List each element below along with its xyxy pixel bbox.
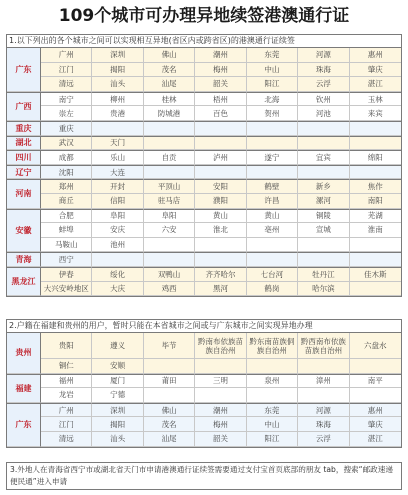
city-cell: 新乡 (298, 179, 349, 194)
city-cell: 江门 (41, 63, 92, 78)
city-cell: 三明 (195, 374, 246, 389)
city-cell: 大连 (92, 165, 143, 180)
city-cell: 信阳 (92, 194, 143, 209)
city-cell: 重庆 (41, 121, 92, 136)
city-cell: 河池 (298, 106, 349, 121)
city-cell: 柳州 (92, 92, 143, 107)
city-cell: 江门 (41, 417, 92, 432)
city-cell: 玉林 (350, 92, 401, 107)
city-cell: 桂林 (144, 92, 195, 107)
city-cell: 深圳 (92, 403, 143, 418)
province-label: 湖北 (7, 136, 41, 151)
city-cell: 宣城 (298, 223, 349, 238)
city-cell: 韶关 (195, 432, 246, 447)
city-cell: 郑州 (41, 179, 92, 194)
city-cell: 遂宁 (247, 150, 298, 165)
city-cell: 珠海 (298, 417, 349, 432)
empty-cell (298, 165, 349, 180)
city-cell: 宜宾 (298, 150, 349, 165)
city-cell: 驻马店 (144, 194, 195, 209)
city-cell: 河源 (298, 403, 349, 418)
empty-cell (350, 252, 401, 267)
city-cell: 潮州 (195, 403, 246, 418)
city-cell: 来宾 (350, 106, 401, 121)
city-cell: 安庆 (92, 223, 143, 238)
city-cell: 河源 (298, 48, 349, 63)
empty-cell (144, 252, 195, 267)
city-cell: 清远 (41, 432, 92, 447)
section-2-note: 2.户籍在福建和贵州的用户，暂时只能在本省城市之间或与广东城市之间实现异地办理 (7, 320, 401, 333)
city-cell: 北海 (247, 92, 298, 107)
empty-cell (247, 165, 298, 180)
city-cell: 揭阳 (92, 63, 143, 78)
empty-cell (92, 252, 143, 267)
city-cell: 广州 (41, 403, 92, 418)
city-cell: 南阳 (350, 194, 401, 209)
city-cell: 阜阳 (144, 209, 195, 224)
city-cell: 潮州 (195, 48, 246, 63)
city-cell: 百色 (195, 106, 246, 121)
empty-cell (144, 121, 195, 136)
city-cell: 许昌 (247, 194, 298, 209)
city-cell: 绵阳 (350, 150, 401, 165)
city-cell: 大庆 (92, 282, 143, 297)
empty-cell (144, 359, 195, 374)
empty-cell (195, 121, 246, 136)
city-cell: 遵义 (92, 333, 143, 359)
section-2-grid (7, 333, 401, 447)
section-2-panel (6, 319, 402, 448)
city-cell: 西宁 (41, 252, 92, 267)
section-1-note: 1.以下列出的各个城市之间可以实现相互异地(省区内或跨省区)的港澳通行证续签 (7, 35, 401, 48)
city-cell: 云浮 (298, 77, 349, 92)
empty-cell (195, 165, 246, 180)
city-cell: 云浮 (298, 432, 349, 447)
city-cell: 成都 (41, 150, 92, 165)
city-cell: 商丘 (41, 194, 92, 209)
city-cell: 马鞍山 (41, 238, 92, 253)
city-cell: 芜湖 (350, 209, 401, 224)
city-cell: 武汉 (41, 136, 92, 151)
city-cell: 贵港 (92, 106, 143, 121)
empty-cell (350, 359, 401, 374)
city-cell: 梧州 (195, 92, 246, 107)
city-cell: 防城港 (144, 106, 195, 121)
city-cell: 中山 (247, 417, 298, 432)
city-cell: 乐山 (92, 150, 143, 165)
city-cell: 南平 (350, 374, 401, 389)
section-1-panel (6, 34, 402, 297)
city-cell: 梅州 (195, 63, 246, 78)
city-cell: 黔西南布依族苗族自治州 (298, 333, 349, 359)
city-cell: 深圳 (92, 48, 143, 63)
province-label: 重庆 (7, 121, 41, 136)
city-cell: 鹤壁 (247, 179, 298, 194)
city-cell: 湛江 (350, 432, 401, 447)
empty-cell (350, 136, 401, 151)
city-cell: 黔南布依族苗族自治州 (195, 333, 246, 359)
city-cell: 黑河 (195, 282, 246, 297)
city-cell: 沈阳 (41, 165, 92, 180)
empty-cell (144, 165, 195, 180)
city-cell: 自贡 (144, 150, 195, 165)
city-cell: 肇庆 (350, 417, 401, 432)
city-cell: 佛山 (144, 403, 195, 418)
city-cell: 阳江 (247, 77, 298, 92)
empty-cell (144, 238, 195, 253)
city-cell: 黄山 (247, 209, 298, 224)
city-cell: 六安 (144, 223, 195, 238)
empty-cell (247, 238, 298, 253)
empty-cell (247, 121, 298, 136)
empty-cell (144, 388, 195, 403)
city-cell: 淮北 (195, 223, 246, 238)
city-cell: 湛江 (350, 77, 401, 92)
city-cell: 莆田 (144, 374, 195, 389)
city-cell: 濮阳 (195, 194, 246, 209)
city-cell: 阳江 (247, 432, 298, 447)
city-cell: 蚌埠 (41, 223, 92, 238)
city-cell: 双鸭山 (144, 267, 195, 282)
city-cell: 铜陵 (298, 209, 349, 224)
city-cell: 泸州 (195, 150, 246, 165)
city-cell: 汕尾 (144, 77, 195, 92)
city-cell: 崇左 (41, 106, 92, 121)
empty-cell (298, 252, 349, 267)
city-cell: 安顺 (92, 359, 143, 374)
empty-cell (195, 359, 246, 374)
city-cell: 开封 (92, 179, 143, 194)
city-cell: 韶关 (195, 77, 246, 92)
empty-cell (298, 121, 349, 136)
province-label: 青海 (7, 252, 41, 267)
empty-cell (144, 136, 195, 151)
city-cell: 茂名 (144, 63, 195, 78)
empty-cell (298, 359, 349, 374)
city-cell: 汕头 (92, 77, 143, 92)
city-cell: 淮南 (350, 223, 401, 238)
city-cell: 中山 (247, 63, 298, 78)
city-cell: 南宁 (41, 92, 92, 107)
city-cell: 宁德 (92, 388, 143, 403)
city-cell: 安阳 (195, 179, 246, 194)
city-cell: 黄山 (195, 209, 246, 224)
empty-cell (298, 136, 349, 151)
city-cell: 漳州 (298, 374, 349, 389)
city-cell: 肇庆 (350, 63, 401, 78)
city-cell: 惠州 (350, 48, 401, 63)
city-cell: 亳州 (247, 223, 298, 238)
city-cell: 惠州 (350, 403, 401, 418)
city-cell: 天门 (92, 136, 143, 151)
city-cell: 齐齐哈尔 (195, 267, 246, 282)
city-cell: 合肥 (41, 209, 92, 224)
city-cell: 哈尔滨 (298, 282, 349, 297)
city-cell: 清远 (41, 77, 92, 92)
city-cell: 平顶山 (144, 179, 195, 194)
province-label: 河南 (7, 179, 41, 208)
empty-cell (298, 238, 349, 253)
footer-note: 3.外地人在青海省西宁市或湖北省天门市申请港澳通行证续签需要通过支付宝首页底部的朋友 tab，搜索“邮政速递便民通”进入申请 (6, 462, 402, 490)
city-cell: 厦门 (92, 374, 143, 389)
empty-cell (298, 388, 349, 403)
empty-cell (195, 136, 246, 151)
empty-cell (195, 388, 246, 403)
city-cell: 毕节 (144, 333, 195, 359)
city-cell: 铜仁 (41, 359, 92, 374)
province-label: 广东 (7, 403, 41, 447)
province-label: 广西 (7, 92, 41, 121)
city-cell: 鹤岗 (247, 282, 298, 297)
province-label: 福建 (7, 374, 41, 403)
province-label: 安徽 (7, 209, 41, 253)
city-cell: 漯河 (298, 194, 349, 209)
city-cell: 梅州 (195, 417, 246, 432)
city-cell: 黔东南苗族侗族自治州 (247, 333, 298, 359)
city-cell: 牡丹江 (298, 267, 349, 282)
city-cell: 茂名 (144, 417, 195, 432)
province-label: 辽宁 (7, 165, 41, 180)
empty-cell (350, 388, 401, 403)
empty-cell (247, 136, 298, 151)
city-cell: 东莞 (247, 403, 298, 418)
empty-cell (350, 121, 401, 136)
city-cell: 绥化 (92, 267, 143, 282)
city-cell: 池州 (92, 238, 143, 253)
city-cell: 揭阳 (92, 417, 143, 432)
city-cell: 七台河 (247, 267, 298, 282)
city-cell: 大兴安岭地区 (41, 282, 92, 297)
city-cell: 阜阳 (92, 209, 143, 224)
empty-cell (247, 252, 298, 267)
page-title: 109个城市可办理异地续签港澳通行证 (58, 6, 350, 26)
empty-cell (350, 165, 401, 180)
city-cell: 珠海 (298, 63, 349, 78)
section-1-grid (7, 48, 401, 296)
province-label: 黑龙江 (7, 267, 41, 296)
empty-cell (195, 252, 246, 267)
city-cell: 伊春 (41, 267, 92, 282)
province-label: 四川 (7, 150, 41, 165)
city-cell: 贺州 (247, 106, 298, 121)
city-cell: 佳木斯 (350, 267, 401, 282)
city-cell: 焦作 (350, 179, 401, 194)
empty-cell (247, 359, 298, 374)
city-cell: 钦州 (298, 92, 349, 107)
empty-cell (92, 121, 143, 136)
province-label: 广东 (7, 48, 41, 92)
city-cell: 鸡西 (144, 282, 195, 297)
city-cell: 六盘水 (350, 333, 401, 359)
city-cell: 佛山 (144, 48, 195, 63)
city-cell: 东莞 (247, 48, 298, 63)
city-cell: 贵阳 (41, 333, 92, 359)
empty-cell (350, 282, 401, 297)
city-cell: 汕尾 (144, 432, 195, 447)
city-cell: 福州 (41, 374, 92, 389)
empty-cell (195, 238, 246, 253)
empty-cell (350, 238, 401, 253)
city-cell: 广州 (41, 48, 92, 63)
city-cell: 泉州 (247, 374, 298, 389)
province-label: 贵州 (7, 333, 41, 374)
city-cell: 汕头 (92, 432, 143, 447)
empty-cell (247, 388, 298, 403)
city-cell: 龙岩 (41, 388, 92, 403)
